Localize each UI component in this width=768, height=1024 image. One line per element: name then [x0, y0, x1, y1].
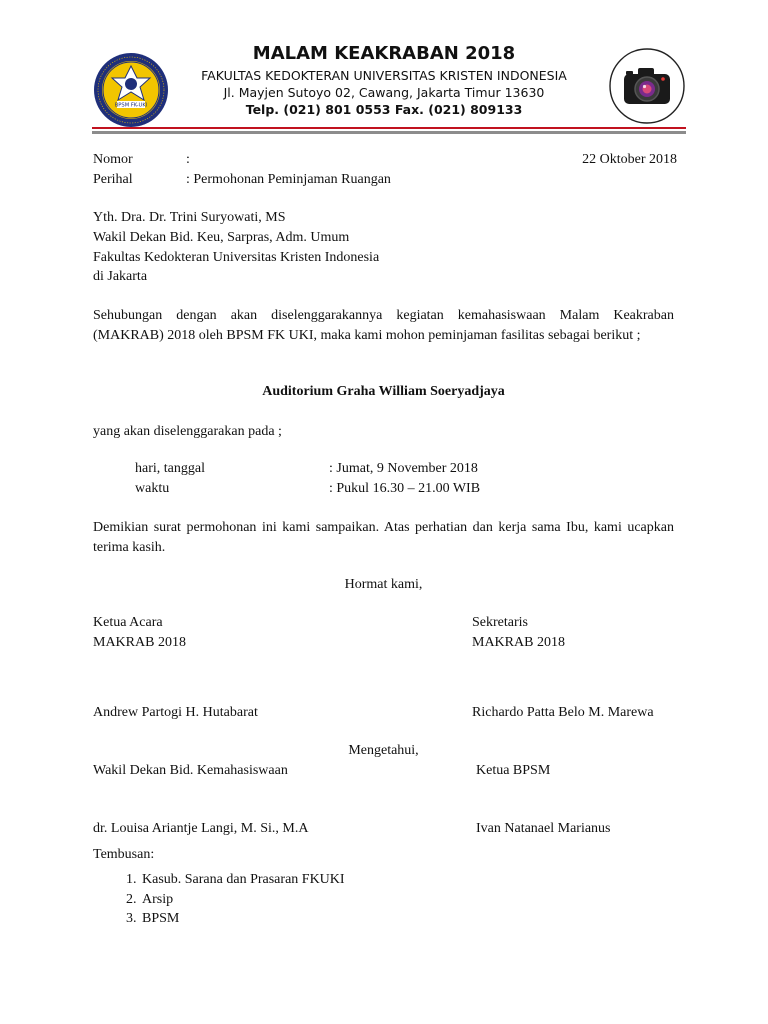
faculty-address: Jl. Mayjen Sutoyo 02, Cawang, Jakarta Timur 13630: [223, 85, 545, 100]
regards-text: Hormat kami,: [344, 577, 423, 592]
recipient-line: Yth. Dra. Dr. Trini Suryowati, MS: [93, 210, 286, 225]
day-label: hari, tanggal: [135, 461, 205, 476]
chair-name: Ivan Natanael Marianus: [476, 821, 611, 836]
list-item: 3. BPSM: [140, 909, 345, 929]
venue-name: Auditorium Graha William Soeryadjaya: [262, 384, 505, 399]
acknowledged-text: Mengetahui,: [348, 743, 419, 758]
time-label: waktu: [135, 481, 170, 496]
header-divider-red: [92, 127, 686, 129]
nomor-label: Nomor: [93, 152, 133, 167]
right-signer-org: MAKRAB 2018: [472, 635, 565, 650]
chair-role: Ketua BPSM: [476, 763, 551, 778]
closing-paragraph: Demikian surat permohonan ini kami sampaikan. Atas perhatian dan kerja sama Ibu, kami ucapkan terima kasih.: [93, 520, 674, 555]
intro-paragraph: Sehubungan dengan akan diselenggarakannya kegiatan kemahasiswaan Malam Keakraban (MAKRAB) 2018 oleh BPSM FK UKI, maka kami mohon peminjaman fasilitas sebagai berikut ;: [93, 308, 674, 343]
day-value: : Jumat, 9 November 2018: [329, 461, 478, 476]
list-item: 2. Arsip: [140, 890, 345, 910]
nomor-separator: :: [186, 152, 190, 167]
held-on-text: yang akan diselenggarakan pada ;: [93, 424, 282, 439]
cc-list: [93, 870, 345, 929]
left-signer-name: Andrew Partogi H. Hutabarat: [93, 705, 258, 720]
list-item: 1. Kasub. Sarana dan Prasaran FKUKI: [140, 870, 345, 890]
time-value: : Pukul 16.30 – 21.00 WIB: [329, 481, 481, 496]
recipient-line: di Jakarta: [93, 269, 148, 284]
right-signer-role: Sekretaris: [472, 615, 528, 630]
left-signer-role: Ketua Acara: [93, 615, 163, 630]
header-divider-grey: [92, 131, 686, 134]
recipient-line: Fakultas Kedokteran Universitas Kristen Indonesia: [93, 250, 380, 265]
letter-date: 22 Oktober 2018: [582, 152, 677, 167]
event-title: MALAM KEAKRABAN 2018: [252, 43, 516, 64]
recipient-line: Wakil Dekan Bid. Keu, Sarpras, Adm. Umum: [93, 230, 350, 245]
faculty-name: FAKULTAS KEDOKTERAN UNIVERSITAS KRISTEN INDONESIA: [201, 68, 567, 83]
dean-name: dr. Louisa Ariantje Langi, M. Si., M.A: [93, 821, 309, 836]
right-signer-name: Richardo Patta Belo M. Marewa: [472, 705, 654, 720]
logo-text: BPSM FK-UKI: [114, 102, 148, 109]
perihal-value: : Permohonan Peminjaman Ruangan: [186, 172, 391, 187]
dean-role: Wakil Dekan Bid. Kemahasiswaan: [93, 763, 288, 778]
cc-label: Tembusan:: [93, 847, 155, 862]
left-signer-org: MAKRAB 2018: [93, 635, 186, 650]
perihal-label: Perihal: [93, 172, 133, 187]
faculty-phone: Telp. (021) 801 0553 Fax. (021) 809133: [245, 102, 523, 117]
